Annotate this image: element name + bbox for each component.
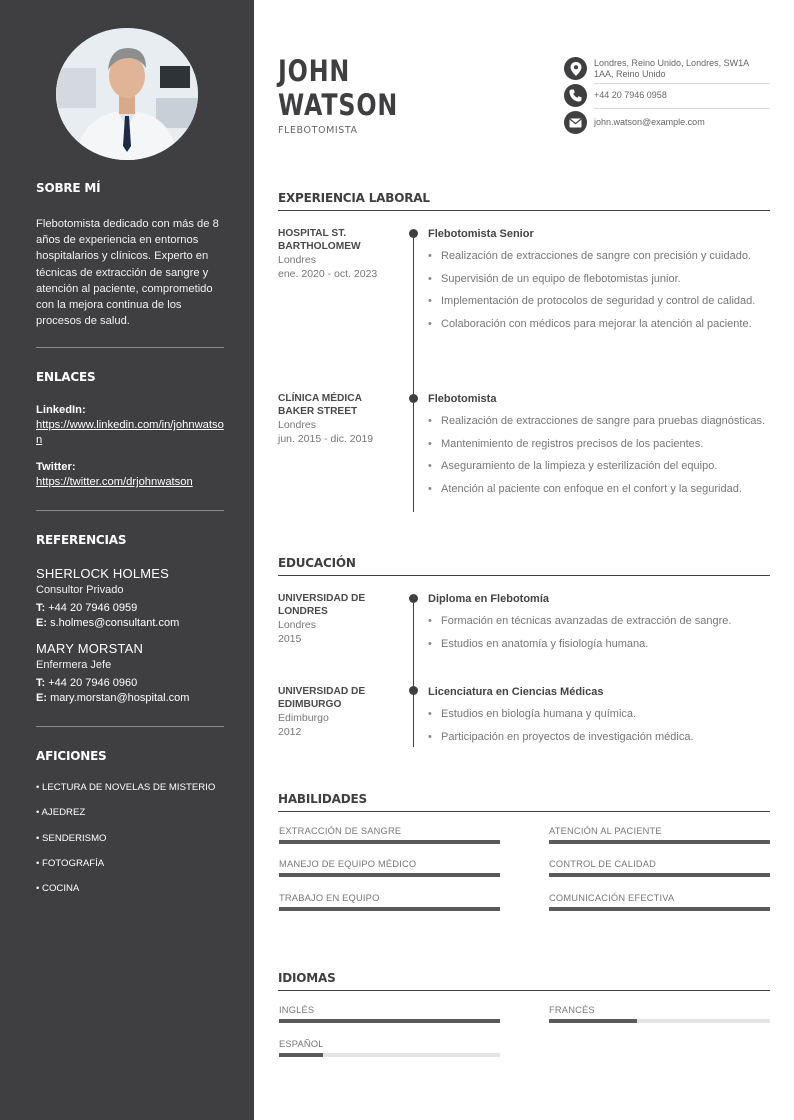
- language-bar-track: [279, 1019, 500, 1023]
- education-entry-details: [428, 592, 774, 659]
- links-section: [36, 370, 224, 490]
- skill-name: CONTROL DE CALIDAD: [549, 859, 657, 869]
- languages-heading: IDIOMAS: [278, 971, 336, 985]
- language-bar-fill: [279, 1053, 323, 1057]
- hobby-item: • LECTURA DE NOVELAS DE MISTERIO: [36, 782, 216, 793]
- language-item: [549, 1004, 770, 1023]
- experience-entry-meta: [278, 227, 398, 281]
- education-entry-meta: [278, 685, 398, 739]
- skill-bar-fill: [549, 840, 770, 844]
- hobby-item: • SENDERISMO: [36, 833, 107, 844]
- language-name: INGLÉS: [279, 1005, 315, 1015]
- skill-bar-track: [279, 840, 500, 844]
- about-heading: SOBRE MÍ: [36, 181, 101, 195]
- phone-text: +44 20 7946 0958: [594, 90, 667, 101]
- references-heading: REFERENCIAS: [36, 533, 127, 547]
- language-bar-fill: [549, 1019, 637, 1023]
- experience-entry-details: [428, 392, 774, 504]
- skill-bar-track: [279, 873, 500, 877]
- skill-item: [549, 858, 770, 877]
- reference-role: Consultor Privado: [36, 584, 124, 596]
- phone-label: T:: [36, 602, 46, 614]
- reference-item: [36, 640, 224, 706]
- skill-item: [279, 892, 500, 911]
- linkedin-label: LinkedIn:: [36, 404, 86, 416]
- twitter-label: Twitter:: [36, 461, 76, 473]
- timeline-dot: [409, 594, 418, 603]
- degree-title: Licenciatura en Ciencias Médicas: [428, 686, 604, 698]
- links-heading: ENLACES: [36, 370, 96, 384]
- skill-bar-track: [279, 907, 500, 911]
- skill-item: [279, 825, 500, 844]
- list-item: • Supervisión de un equipo de flebotomistas junior.: [428, 272, 774, 287]
- contact-phone: [564, 84, 770, 107]
- skill-name: MANEJO DE EQUIPO MÉDICO: [279, 859, 417, 869]
- language-bar-track: [279, 1053, 500, 1057]
- envelope-icon: [564, 111, 587, 134]
- reference-phone: +44 20 7946 0960: [48, 677, 138, 689]
- responsibility-list: [428, 414, 774, 497]
- skills-heading: HABILIDADES: [278, 792, 367, 806]
- responsibility-list: [428, 249, 774, 332]
- list-item: • Estudios en biología humana y química.: [428, 707, 774, 722]
- section-rule: [278, 990, 770, 991]
- skill-bar-track: [549, 907, 770, 911]
- first-name: JOHN: [278, 54, 351, 88]
- divider: [594, 108, 770, 109]
- list-item: • Realización de extracciones de sangre con precisión y cuidado.: [428, 249, 774, 264]
- hobby-item: • COCINA: [36, 883, 80, 894]
- skill-bar-fill: [279, 840, 500, 844]
- reference-name: MARY MORSTAN: [36, 641, 144, 656]
- degree-title: Diploma en Flebotomía: [428, 593, 550, 605]
- divider: [36, 347, 224, 348]
- date-range: ene. 2020 - oct. 2023: [278, 268, 378, 280]
- address-text: Londres, Reino Unido, Londres, SW1A 1AA, Reino Unido: [594, 58, 749, 79]
- date: 2015: [278, 633, 302, 645]
- detail-list: [428, 614, 774, 652]
- skill-item: [279, 858, 500, 877]
- timeline-dot: [409, 686, 418, 695]
- reference-role: Enfermera Jefe: [36, 659, 112, 671]
- role-title: Flebotomista: [428, 393, 497, 405]
- timeline-line: [413, 232, 414, 512]
- references-section: [36, 533, 224, 706]
- date: 2012: [278, 726, 302, 738]
- language-item: [279, 1004, 500, 1023]
- reference-name: SHERLOCK HOLMES: [36, 566, 170, 581]
- about-section: [36, 181, 224, 329]
- skill-item: [549, 892, 770, 911]
- hobbies-section: [36, 749, 224, 909]
- experience-entry-details: [428, 227, 774, 339]
- skill-bar-track: [549, 873, 770, 877]
- twitter-link[interactable]: https://twitter.com/drjohnwatson: [36, 476, 193, 488]
- timeline-dot: [409, 229, 418, 238]
- education-entry-details: [428, 685, 774, 752]
- job-title: FLEBOTOMISTA: [278, 125, 358, 136]
- skill-item: [549, 825, 770, 844]
- institution-name: UNIVERSIDAD DE LONDRES: [278, 593, 366, 617]
- date-range: jun. 2015 - dic. 2019: [278, 433, 374, 445]
- list-item: • Colaboración con médicos para mejorar la atención al paciente.: [428, 317, 774, 332]
- detail-list: [428, 707, 774, 745]
- last-name: WATSON: [278, 88, 399, 122]
- skill-bar-fill: [549, 873, 770, 877]
- timeline-line: [413, 597, 414, 747]
- language-item: [279, 1038, 500, 1057]
- language-bar-track: [549, 1019, 770, 1023]
- organization-name: CLÍNICA MÉDICA BAKER STREET: [278, 393, 362, 417]
- profile-photo: [56, 28, 198, 160]
- experience-entry-meta: [278, 392, 398, 446]
- language-name: ESPAÑOL: [279, 1039, 324, 1049]
- hobbies-heading: AFICIONES: [36, 749, 107, 763]
- list-item: • Aseguramiento de la limpieza y esterilización del equipo.: [428, 459, 774, 474]
- skill-name: COMUNICACIÓN EFECTIVA: [549, 893, 675, 903]
- organization-name: HOSPITAL ST. BARTHOLOMEW: [278, 228, 361, 252]
- language-bar-fill: [279, 1019, 500, 1023]
- skill-bar-fill: [549, 907, 770, 911]
- skill-bar-fill: [279, 907, 500, 911]
- email-label: E:: [36, 617, 47, 629]
- sidebar: [0, 0, 254, 1120]
- skill-name: ATENCIÓN AL PACIENTE: [549, 826, 662, 836]
- section-rule: [278, 210, 770, 211]
- location-pin-icon: [564, 57, 587, 80]
- list-item: • Atención al paciente con enfoque en el confort y la seguridad.: [428, 482, 774, 497]
- education-heading: EDUCACIÓN: [278, 556, 356, 570]
- language-name: FRANCÉS: [549, 1005, 595, 1015]
- list-item: • Participación en proyectos de investigación médica.: [428, 730, 774, 745]
- contact-address: [564, 57, 770, 80]
- location: Londres: [278, 254, 316, 266]
- experience-heading: EXPERIENCIA LABORAL: [278, 191, 430, 205]
- list-item: • Estudios en anatomía y fisiología humana.: [428, 637, 774, 652]
- contact-email: [564, 111, 770, 134]
- email-label: E:: [36, 692, 47, 704]
- timeline-dot: [409, 394, 418, 403]
- phone-label: T:: [36, 677, 46, 689]
- list-item: • Formación en técnicas avanzadas de extracción de sangre.: [428, 614, 774, 629]
- education-entry-meta: [278, 592, 398, 646]
- skill-name: EXTRACCIÓN DE SANGRE: [279, 826, 402, 836]
- about-text: Flebotomista dedicado con más de 8 años de experiencia en entornos hospitalarios y clínicos. Experto en técnicas de extracción de sangre y atención al paciente, comprometido con la mejora continua de los procesos de salud.: [36, 218, 219, 328]
- section-rule: [278, 575, 770, 576]
- reference-phone: +44 20 7946 0959: [48, 602, 138, 614]
- list-item: • Realización de extracciones de sangre para pruebas diagnósticas.: [428, 414, 774, 429]
- candidate-name: [278, 54, 398, 122]
- institution-name: UNIVERSIDAD DE EDIMBURGO: [278, 686, 366, 710]
- skill-bar-track: [549, 840, 770, 844]
- location: Londres: [278, 619, 316, 631]
- linkedin-link[interactable]: https://www.linkedin.com/in/johnwatson: [36, 419, 224, 446]
- divider: [36, 726, 224, 727]
- reference-email: s.holmes@consultant.com: [50, 617, 180, 629]
- role-title: Flebotomista Senior: [428, 228, 534, 240]
- reference-item: [36, 565, 224, 631]
- list-item: • Mantenimiento de registros precisos de los pacientes.: [428, 437, 774, 452]
- location: Edimburgo: [278, 712, 329, 724]
- skill-bar-fill: [279, 873, 500, 877]
- reference-email: mary.morstan@hospital.com: [50, 692, 190, 704]
- email-text[interactable]: john.watson@example.com: [594, 117, 705, 128]
- hobby-item: • FOTOGRAFÍA: [36, 858, 105, 869]
- location: Londres: [278, 419, 316, 431]
- phone-icon: [564, 84, 587, 107]
- divider: [36, 510, 224, 511]
- hobby-item: • AJEDREZ: [36, 807, 86, 818]
- section-rule: [278, 811, 770, 812]
- list-item: • Implementación de protocolos de seguridad y control de calidad.: [428, 294, 774, 309]
- skill-name: TRABAJO EN EQUIPO: [279, 893, 380, 903]
